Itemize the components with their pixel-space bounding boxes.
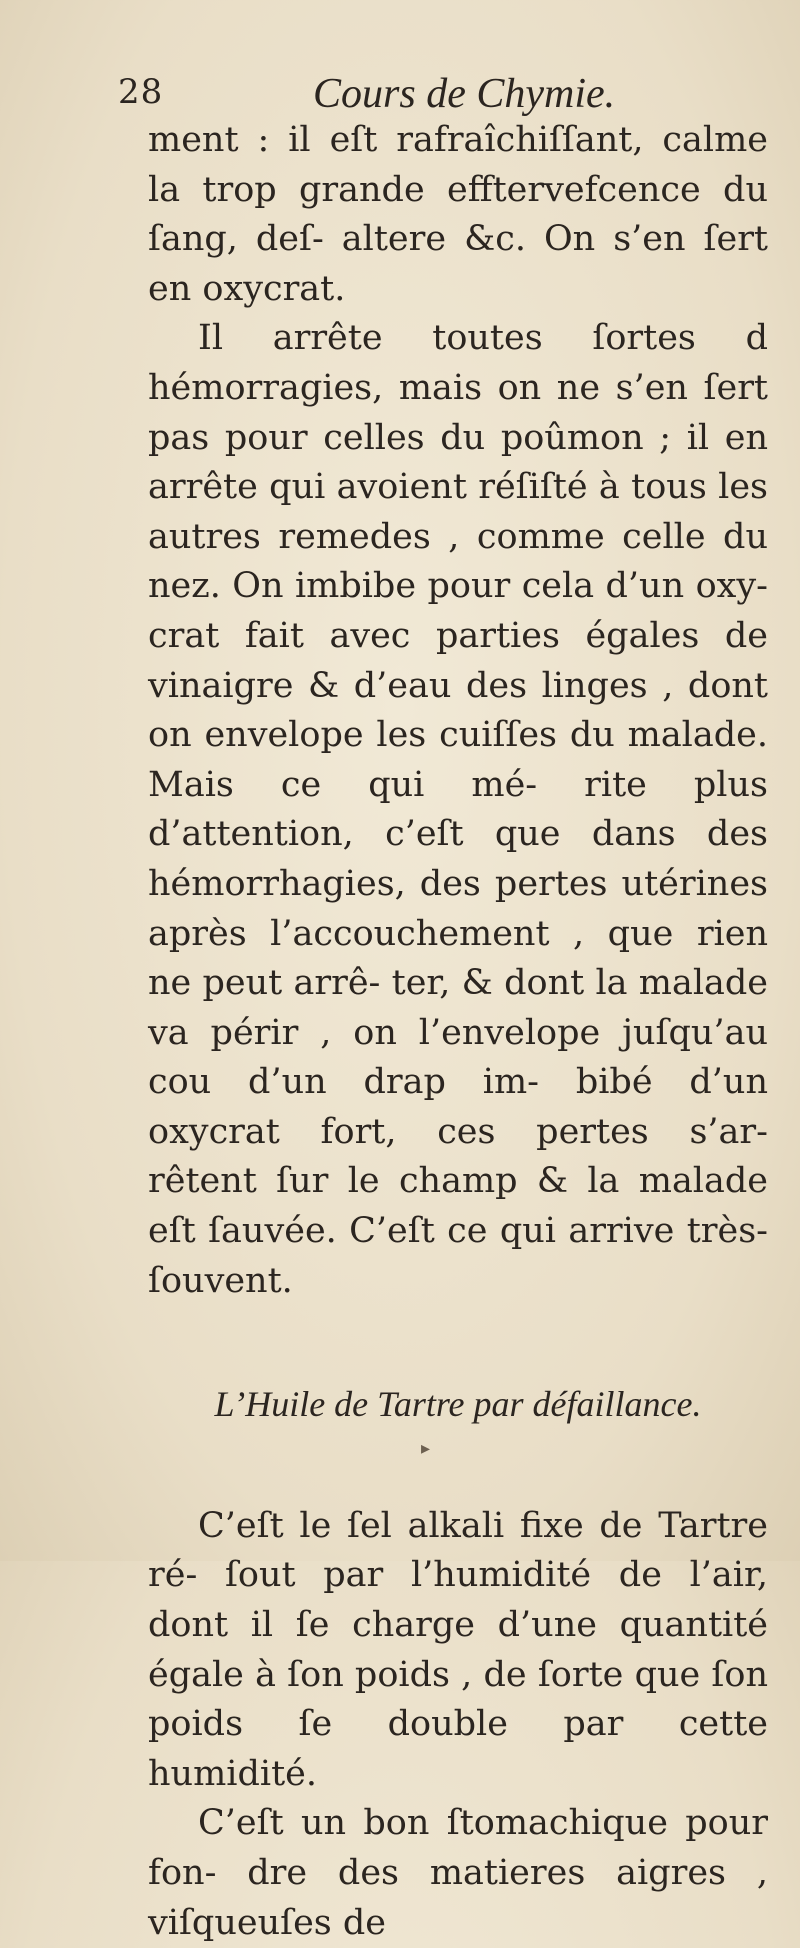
section-heading: L’Huile de Tartre par défaillance. [214,1384,702,1425]
running-title: Cours de Chymie. [313,71,616,117]
paragraph-continuation: ment : il eſt rafraîchiſſant, calme la trop grande efftervefcence du ſang, deſ- altere &c. On s’en ſert en oxycrat. [148,120,768,309]
paragraph-definition: C’eſt le ſel alkali fixe de Tartre ré- ſout par l’humidité de l’air, dont il ſe charge d’une quantité égale à ſon poids , de ſorte que ſon poids ſe double par cette humidité. [148,1505,768,1794]
printer-mark: ▸ [421,1438,431,1459]
paragraph-usage: C’eſt un bon ſtomachique pour fon- dre des matieres aigres , viſqueuſes de [148,1803,768,1943]
paragraph-hemorrhages: Il arrête toutes ſortes d hémorragies, mais on ne s’en ſert pas pour celles du poûmon ; il en arrête qui avoient réſiſté à tous les autres remedes , comme celle du nez. On imbibe pour cela d’un oxy- crat fait avec parties égales de vinaigre & d’eau des linges , dont on envelope les cuiſſes du malade. Mais ce qui mé- rite plus d’attention, c’eſt que dans des hémorrhagies, des pertes utérines après l’accouchement , que rien ne peut arrê- ter, & dont la malade va périr , on l’envelope juſqu’au cou d’un drap im- bibé d’un oxycrat fort, ces pertes s’ar- rêtent ſur le champ & la malade eſt ſauvée. C’eſt ce qui arrive très-ſouvent. [148,318,768,1301]
page-number: 28 [118,72,164,112]
page-body [148,116,768,1948]
page-header [118,70,718,120]
